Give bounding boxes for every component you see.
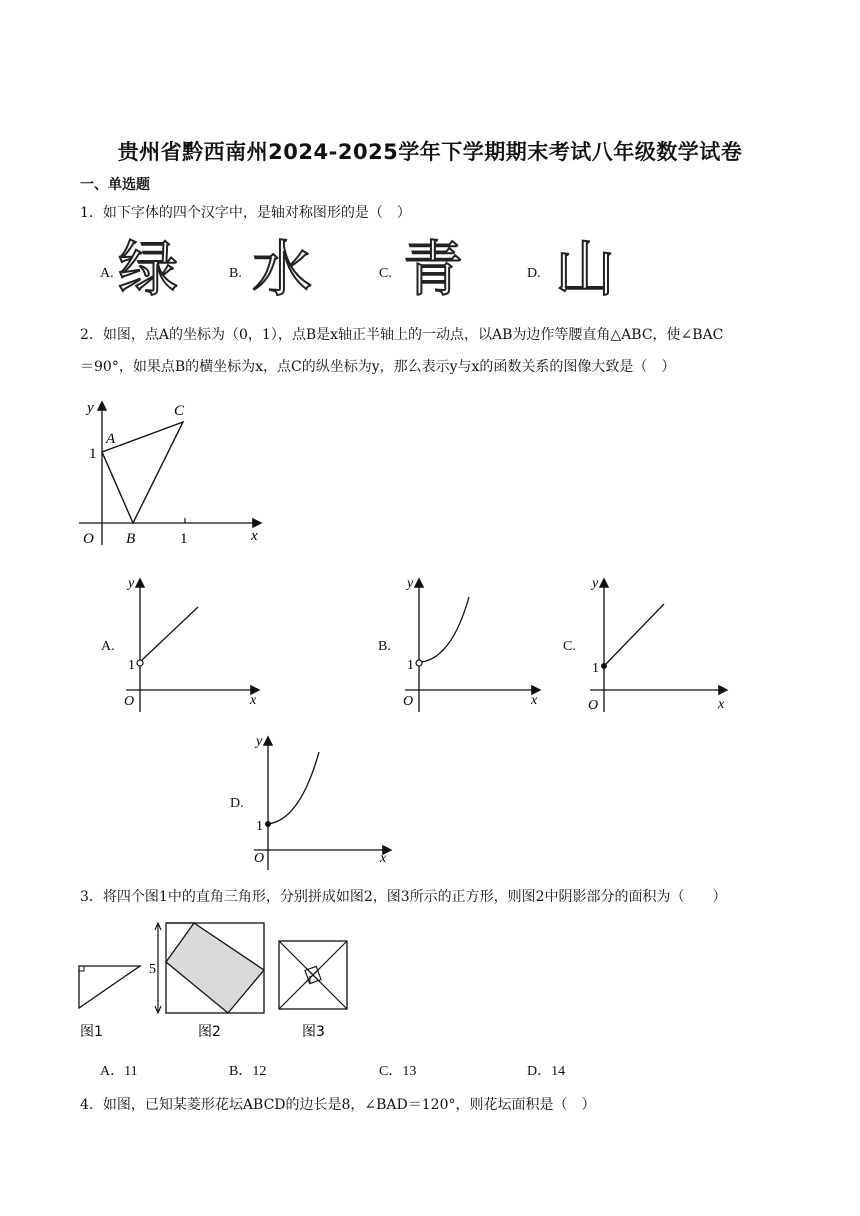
origin-label: O (83, 531, 94, 547)
y-axis-label: y (87, 400, 94, 416)
svg-text:x: x (531, 693, 538, 708)
q1-option-d-glyph: 山 (555, 235, 615, 305)
question-3-text: 3．将四个图1中的直角三角形，分别拼成如图2，图3所示的正方形，则图2中阴影部分的面积为（ ） (80, 889, 727, 905)
q1-option-a-glyph: 绿 (118, 235, 178, 305)
q2-option-c-graph (582, 572, 732, 712)
svg-text:y: y (256, 734, 263, 749)
q2-option-c-label: C. (563, 639, 576, 654)
q1-option-b-label: B. (229, 266, 242, 281)
y-one-label: 1 (89, 446, 97, 462)
point-b-label: B (126, 531, 136, 547)
svg-text:y: y (407, 576, 414, 591)
fig2-shaded-square (166, 923, 264, 1013)
x-axis-label: x (251, 528, 258, 544)
svg-text:x: x (718, 697, 725, 712)
svg-text:O: O (124, 694, 135, 709)
fig1-caption: 图1 (80, 1024, 103, 1040)
svg-text:O: O (403, 694, 414, 709)
q2-option-a-graph (118, 572, 268, 712)
q2-option-b-label: B. (378, 639, 391, 654)
q3-option-d: D．14 (527, 1064, 566, 1079)
question-4-text: 4．如图，已知某菱形花坛ABCD的边长是8，∠BAD＝120°，则花坛面积是（ ） (80, 1097, 596, 1113)
q1-option-b-glyph: 水 (252, 235, 312, 305)
q1-option-d-label: D. (527, 266, 541, 281)
q2-main-figure (75, 395, 275, 550)
question-1-text: 1．如下字体的四个汉字中，是轴对称图形的是（ ） (80, 205, 411, 221)
svg-text:1: 1 (128, 658, 135, 673)
fig3-caption: 图3 (302, 1024, 325, 1040)
svg-text:1: 1 (256, 819, 263, 834)
x-one-label: 1 (180, 531, 188, 547)
q3-option-c: C．13 (379, 1064, 417, 1079)
svg-text:O: O (588, 698, 599, 712)
svg-text:x: x (380, 851, 387, 866)
point-a-label: A (106, 431, 116, 447)
q1-option-c-glyph: 青 (403, 235, 463, 305)
q2-option-a-label: A. (101, 639, 115, 654)
svg-text:O: O (254, 851, 265, 866)
page-title: 贵州省黔西南州2024-2025学年下学期期末考试八年级数学试卷 (117, 140, 743, 164)
section-heading: 一、单选题 (80, 177, 150, 193)
q1-option-c-label: C. (379, 266, 392, 281)
svg-text:1: 1 (407, 658, 414, 673)
point-c-label: C (174, 403, 185, 419)
question-2-line2: ＝90°，如果点B的横坐标为x，点C的纵坐标为y，那么表示y与x的函数关系的图像大致是（ ） (80, 359, 676, 375)
q2-option-d-label: D. (230, 796, 244, 811)
question-2-line1: 2．如图，点A的坐标为（0，1），点B是x轴正半轴上的一动点，以AB为边作等腰直角△ABC，使∠BAC (80, 327, 724, 343)
fig1-triangle (79, 966, 140, 1008)
q2-option-d-graph (248, 730, 398, 870)
q3-figures (70, 915, 370, 1045)
svg-text:y: y (592, 576, 599, 591)
q1-option-a-label: A. (100, 266, 114, 281)
q3-option-b: B．12 (229, 1064, 267, 1079)
fig2-side-label: 5 (149, 962, 156, 977)
svg-text:y: y (128, 576, 135, 591)
svg-text:1: 1 (592, 661, 599, 676)
fig3-inner-label: 1 (307, 974, 313, 986)
svg-text:x: x (250, 693, 257, 708)
q2-option-b-graph (397, 572, 547, 712)
q3-option-a: A．11 (100, 1064, 138, 1079)
fig2-caption: 图2 (198, 1024, 221, 1040)
